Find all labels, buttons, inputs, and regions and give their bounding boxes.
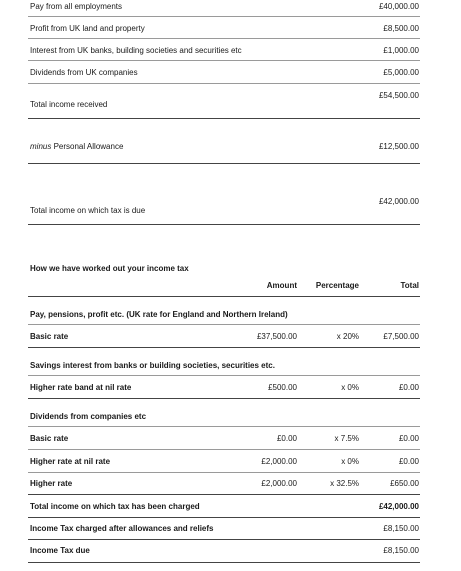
divider bbox=[28, 296, 420, 297]
row-amount: £2,000.00 bbox=[261, 479, 297, 488]
summary-value-taxable: £42,000.00 bbox=[378, 197, 419, 206]
divider bbox=[28, 324, 420, 325]
row-amount: £500.00 bbox=[268, 383, 297, 392]
row-label: Basic rate bbox=[30, 332, 69, 341]
section-title-pay: Pay, pensions, profit etc. (UK rate for England and Northern Ireland) bbox=[30, 310, 288, 319]
section-title-savings: Savings interest from banks or building societies, securities etc. bbox=[30, 361, 275, 370]
row-label: Basic rate bbox=[30, 434, 69, 443]
total-charged-value: £42,000.00 bbox=[378, 502, 419, 511]
divider bbox=[28, 539, 420, 540]
divider bbox=[28, 449, 420, 450]
summary-label-interest: Interest from UK banks, building societies and securities etc bbox=[30, 46, 242, 55]
calc-heading: How we have worked out your income tax bbox=[30, 264, 189, 273]
column-amount: Amount bbox=[266, 281, 297, 290]
row-percentage: x 7.5% bbox=[334, 434, 359, 443]
column-percentage: Percentage bbox=[315, 281, 359, 290]
row-total: £0.00 bbox=[398, 457, 419, 466]
row-label: Higher rate band at nil rate bbox=[30, 383, 132, 392]
total-charged-label: Total income on which tax has been charged bbox=[30, 502, 200, 511]
section-title-dividends: Dividends from companies etc bbox=[30, 412, 147, 421]
row-amount: £2,000.00 bbox=[261, 457, 297, 466]
summary-label-dividends: Dividends from UK companies bbox=[30, 68, 138, 77]
divider bbox=[28, 562, 420, 563]
divider bbox=[28, 517, 420, 518]
column-total: Total bbox=[400, 281, 419, 290]
row-percentage: x 20% bbox=[336, 332, 359, 341]
summary-label-pay: Pay from all employments bbox=[30, 2, 123, 11]
summary-label-property: Profit from UK land and property bbox=[30, 24, 145, 33]
row-label: Higher rate at nil rate bbox=[30, 457, 111, 466]
divider bbox=[28, 426, 420, 427]
divider bbox=[28, 163, 420, 164]
divider bbox=[28, 224, 420, 225]
summary-value-interest: £1,000.00 bbox=[383, 46, 419, 55]
row-percentage: x 0% bbox=[341, 383, 359, 392]
divider bbox=[28, 375, 420, 376]
row-total: £650.00 bbox=[390, 479, 419, 488]
summary-value-dividends: £5,000.00 bbox=[383, 68, 419, 77]
summary-label-personal-allowance bbox=[30, 142, 123, 152]
row-amount: £37,500.00 bbox=[256, 332, 297, 341]
tax-due-value: £8,150.00 bbox=[383, 546, 419, 555]
tax-after-reliefs-value: £8,150.00 bbox=[383, 524, 419, 533]
summary-value-total-received: £54,500.00 bbox=[378, 91, 419, 100]
summary-label-taxable: Total income on which tax is due bbox=[30, 206, 146, 215]
divider bbox=[28, 398, 420, 399]
row-total: £0.00 bbox=[398, 434, 419, 443]
row-amount: £0.00 bbox=[276, 434, 297, 443]
divider bbox=[28, 472, 420, 473]
divider bbox=[28, 16, 420, 17]
summary-value-property: £8,500.00 bbox=[383, 24, 419, 33]
row-label: Higher rate bbox=[30, 479, 73, 488]
summary-value-pay: £40,000.00 bbox=[378, 2, 419, 11]
tax-due-label: Income Tax due bbox=[30, 546, 90, 555]
divider bbox=[28, 60, 420, 61]
tax-after-reliefs-label: Income Tax charged after allowances and reliefs bbox=[30, 524, 214, 533]
divider bbox=[28, 118, 420, 119]
personal-allowance-text: Personal Allowance bbox=[51, 142, 124, 151]
divider bbox=[28, 38, 420, 39]
divider bbox=[28, 347, 420, 348]
row-total: £0.00 bbox=[398, 383, 419, 392]
summary-label-total-received: Total income received bbox=[30, 100, 108, 109]
divider bbox=[28, 494, 420, 495]
summary-value-personal-allowance: £12,500.00 bbox=[378, 142, 419, 151]
divider bbox=[28, 83, 420, 84]
row-total: £7,500.00 bbox=[383, 332, 419, 341]
row-percentage: x 0% bbox=[341, 457, 359, 466]
minus-prefix: minus bbox=[30, 142, 52, 151]
row-percentage: x 32.5% bbox=[330, 479, 359, 488]
